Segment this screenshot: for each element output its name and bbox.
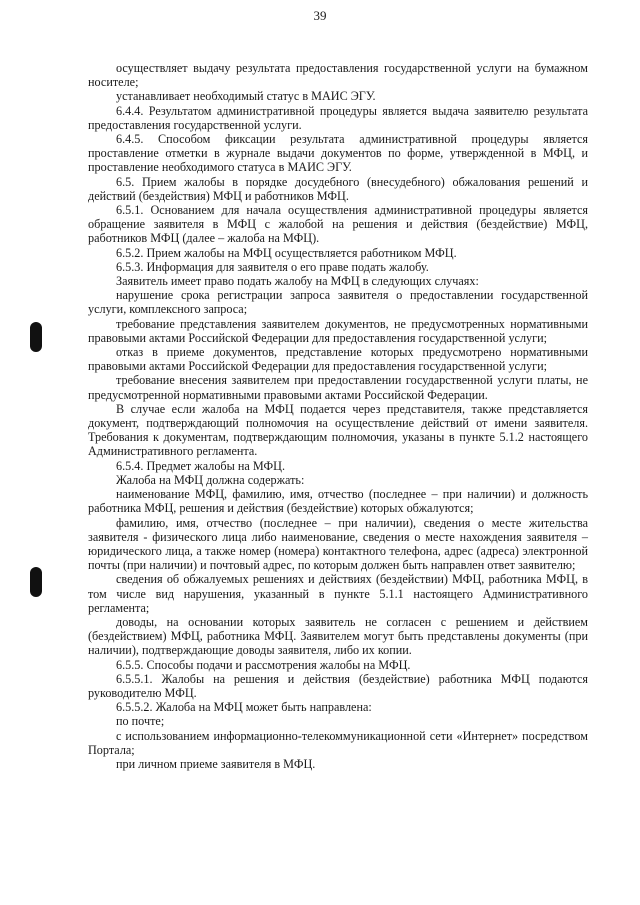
paragraph: с использованием информационно-телекоммуникационной сети «Интернет» посредством Портала; (88, 728, 588, 757)
paragraph: нарушение срока регистрации запроса заявителя о предоставлении государственной услуги, комплексного запроса; (88, 288, 588, 317)
paragraph: 6.5.2. Прием жалобы на МФЦ осуществляется работником МФЦ. (116, 245, 457, 260)
paragraph: Жалоба на МФЦ должна содержать: (116, 472, 305, 487)
paragraph: осуществляет выдачу результата предоставления государственной услуги на бумажном носителе; (88, 61, 588, 90)
binder-hole-bottom (30, 567, 42, 597)
paragraph: при личном приеме заявителя в МФЦ. (116, 756, 316, 771)
paragraph: 6.5.3. Информация для заявителя о его праве подать жалобу. (116, 259, 429, 274)
paragraph: устанавливает необходимый статус в МАИС ЭГУ. (116, 89, 376, 104)
paragraph: по почте; (116, 714, 165, 729)
paragraph: Заявитель имеет право подать жалобу на МФЦ в следующих случаях: (116, 274, 479, 289)
binder-hole-top (30, 322, 42, 352)
paragraph: В случае если жалоба на МФЦ подается через представителя, также представляется документ, подтверждающий полномочия на осуществление действий от имени заявителя. Требования к документам, подтверждающим полномочия, указаны в пункте 5.1.2 настоящего Административного регламента. (88, 401, 588, 459)
paragraph: сведения об обжалуемых решениях и действиях (бездействии) МФЦ, работника МФЦ, в том числе вид нарушения, указанный в пункте 5.1.1 настоящего Административного регламента; (88, 572, 588, 615)
paragraph: 6.5.5. Способы подачи и рассмотрения жалобы на МФЦ. (116, 657, 411, 672)
page-number: 39 (313, 8, 327, 23)
document-body (88, 61, 588, 771)
paragraph: 6.5.4. Предмет жалобы на МФЦ. (116, 458, 285, 473)
paragraph: 6.4.5. Способом фиксации результата административной процедуры является проставление отметки в журнале выдачи документов по форме, утвержденной в МФЦ, и проставление необходимого статуса в МАИС ЭГУ. (88, 132, 588, 175)
paragraph: 6.4.4. Результатом административной процедуры является выдача заявителю результата предоставления государственной услуги. (88, 103, 588, 132)
paragraph: 6.5.1. Основанием для начала осуществления административной процедуры является обращение заявителя в МФЦ с жалобой на решения и действия (бездействие) МФЦ, работников МФЦ (далее – жалоба на МФЦ). (88, 203, 588, 246)
paragraph: 6.5.5.1. Жалобы на решения и действия (бездействие) работника МФЦ подаются руководителю МФЦ. (88, 671, 588, 700)
paragraph: 6.5.5.2. Жалоба на МФЦ может быть направлена: (116, 700, 372, 715)
paragraph: требование внесения заявителем при предоставлении государственной услуги платы, не предусмотренной нормативными правовыми актами Российской Федерации. (88, 373, 588, 402)
paragraph: наименование МФЦ, фамилию, имя, отчество (последнее – при наличии) и должность работника МФЦ, решения и действия (бездействие) которых обжалуются; (88, 487, 588, 516)
paragraph: требование представления заявителем документов, не предусмотренных нормативными правовыми актами Российской Федерации для предоставления государственной услуги; (88, 316, 588, 345)
paragraph: доводы, на основании которых заявитель не согласен с решением и действием (бездействием) МФЦ, работника МФЦ. Заявителем могут быть представлены документы (при наличии), подтверждающие доводы заявителя, либо их копии. (88, 614, 588, 658)
paragraph: отказ в приеме документов, представление которых предусмотрено нормативными правовыми актами Российской Федерации для предоставления государственной услуги; (88, 345, 588, 374)
paragraph: фамилию, имя, отчество (последнее – при наличии), сведения о месте жительства заявителя - физического лица либо наименование, сведения о месте нахождения заявителя – юридического лица, а также номер (номера) контактного телефона, адрес (адреса) электронной почты (при наличии) и почтовый адрес, по которым должен быть направлен ответ заявителю; (88, 515, 588, 573)
paragraph: 6.5. Прием жалобы в порядке досудебного (внесудебного) обжалования решений и действий (бездействия) МФЦ и работников МФЦ. (88, 174, 588, 203)
